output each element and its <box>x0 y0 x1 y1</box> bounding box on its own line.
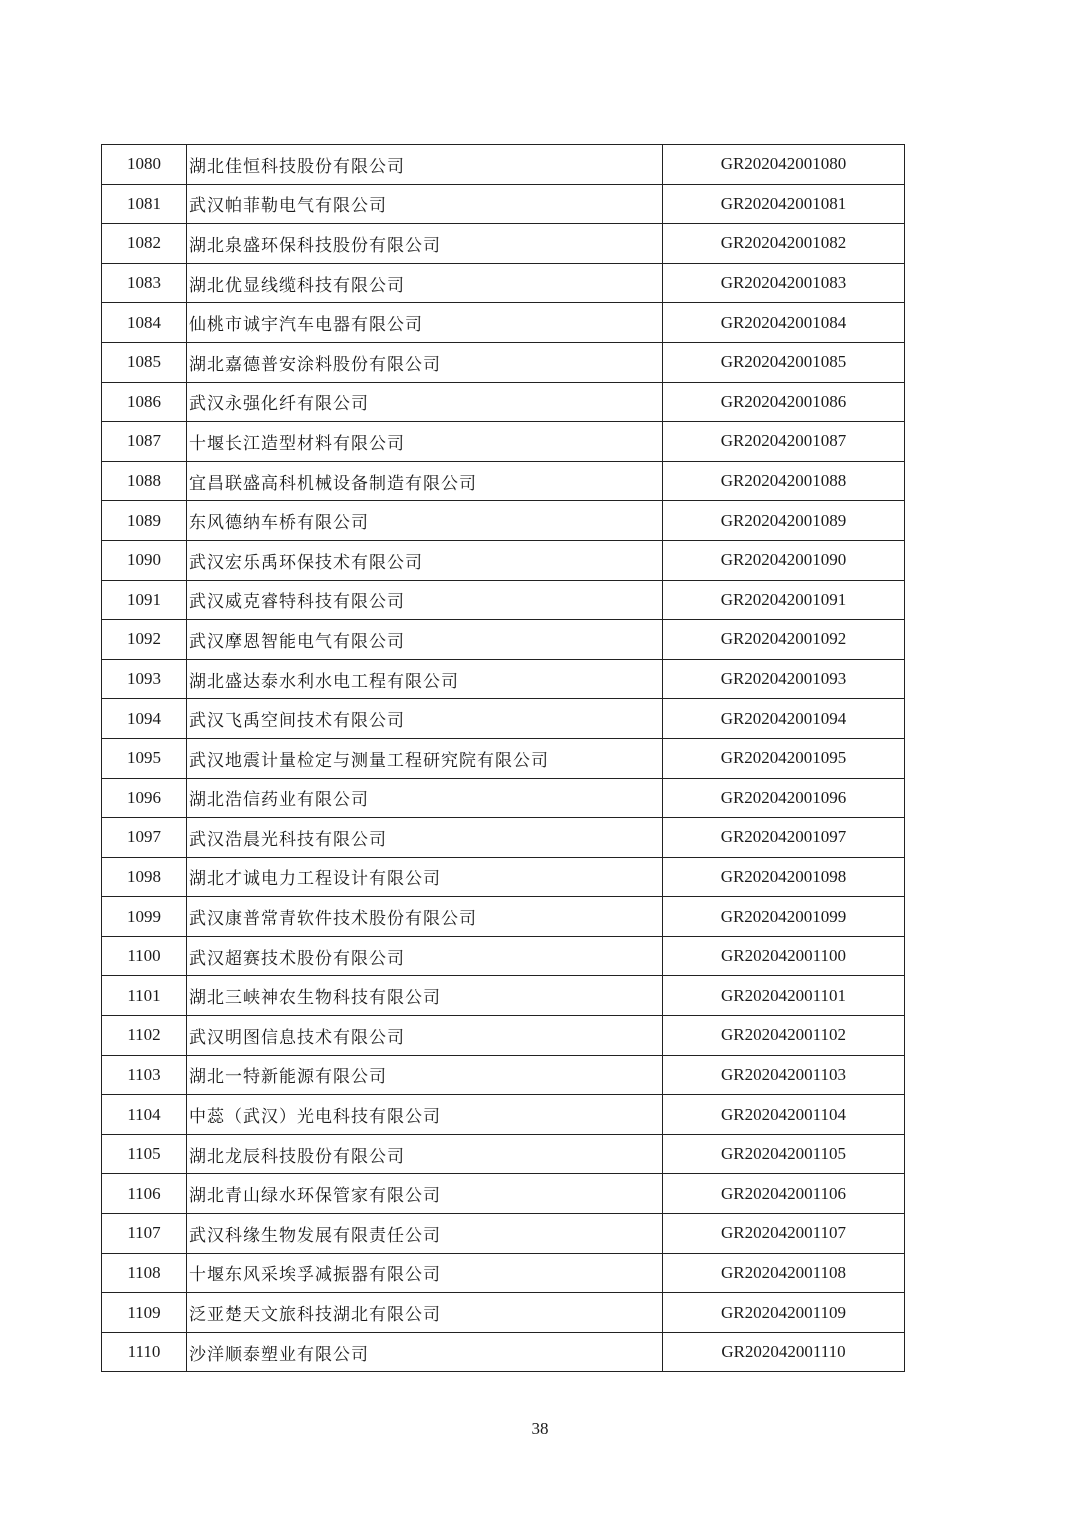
row-number: 1098 <box>102 857 187 897</box>
row-number: 1093 <box>102 659 187 699</box>
certificate-code: GR202042001110 <box>663 1332 905 1372</box>
company-name: 湖北才诚电力工程设计有限公司 <box>187 857 663 897</box>
company-name: 武汉超赛技术股份有限公司 <box>187 936 663 976</box>
company-name: 武汉摩恩智能电气有限公司 <box>187 620 663 660</box>
table-row <box>102 857 905 897</box>
certificate-code: GR202042001087 <box>663 422 905 462</box>
row-number: 1091 <box>102 580 187 620</box>
certificate-code: GR202042001107 <box>663 1214 905 1254</box>
row-number: 1084 <box>102 303 187 343</box>
company-name: 武汉康普常青软件技术股份有限公司 <box>187 897 663 937</box>
company-name: 武汉明图信息技术有限公司 <box>187 1016 663 1056</box>
row-number: 1108 <box>102 1253 187 1293</box>
table-row <box>102 620 905 660</box>
row-number: 1092 <box>102 620 187 660</box>
row-number: 1087 <box>102 422 187 462</box>
company-name: 武汉永强化纤有限公司 <box>187 382 663 422</box>
certificate-code: GR202042001090 <box>663 540 905 580</box>
company-name: 十堰长江造型材料有限公司 <box>187 422 663 462</box>
table-row <box>102 184 905 224</box>
table-row <box>102 461 905 501</box>
table-row <box>102 224 905 264</box>
certificate-code: GR202042001094 <box>663 699 905 739</box>
company-name: 武汉帕菲勒电气有限公司 <box>187 184 663 224</box>
table-row <box>102 1016 905 1056</box>
certificate-code: GR202042001080 <box>663 145 905 185</box>
row-number: 1082 <box>102 224 187 264</box>
company-name: 沙洋顺泰塑业有限公司 <box>187 1332 663 1372</box>
table-row <box>102 422 905 462</box>
company-name: 武汉浩晨光科技有限公司 <box>187 818 663 858</box>
company-name: 武汉地震计量检定与测量工程研究院有限公司 <box>187 738 663 778</box>
table-row <box>102 1293 905 1333</box>
certificate-code: GR202042001093 <box>663 659 905 699</box>
table-row <box>102 1134 905 1174</box>
company-name: 武汉宏乐禹环保技术有限公司 <box>187 540 663 580</box>
company-name: 湖北嘉德普安涂料股份有限公司 <box>187 342 663 382</box>
company-name: 湖北优显线缆科技有限公司 <box>187 263 663 303</box>
row-number: 1099 <box>102 897 187 937</box>
table-row <box>102 1095 905 1135</box>
company-name: 湖北盛达泰水利水电工程有限公司 <box>187 659 663 699</box>
table-row <box>102 263 905 303</box>
table-row <box>102 738 905 778</box>
company-name: 武汉飞禹空间技术有限公司 <box>187 699 663 739</box>
row-number: 1101 <box>102 976 187 1016</box>
certificate-code: GR202042001109 <box>663 1293 905 1333</box>
company-table-body <box>102 145 905 1372</box>
company-name: 中蕊（武汉）光电科技有限公司 <box>187 1095 663 1135</box>
table-row <box>102 818 905 858</box>
company-name: 湖北龙辰科技股份有限公司 <box>187 1134 663 1174</box>
row-number: 1085 <box>102 342 187 382</box>
certificate-code: GR202042001108 <box>663 1253 905 1293</box>
table-row <box>102 778 905 818</box>
table-row <box>102 699 905 739</box>
table-row <box>102 1253 905 1293</box>
certificate-code: GR202042001099 <box>663 897 905 937</box>
row-number: 1088 <box>102 461 187 501</box>
row-number: 1083 <box>102 263 187 303</box>
certificate-code: GR202042001089 <box>663 501 905 541</box>
row-number: 1094 <box>102 699 187 739</box>
certificate-code: GR202042001101 <box>663 976 905 1016</box>
certificate-code: GR202042001092 <box>663 620 905 660</box>
company-name: 湖北泉盛环保科技股份有限公司 <box>187 224 663 264</box>
company-name: 十堰东风采埃孚减振器有限公司 <box>187 1253 663 1293</box>
certificate-code: GR202042001100 <box>663 936 905 976</box>
table-row <box>102 382 905 422</box>
table-row <box>102 303 905 343</box>
table-row <box>102 1214 905 1254</box>
table-row <box>102 1332 905 1372</box>
row-number: 1086 <box>102 382 187 422</box>
company-name: 湖北佳恒科技股份有限公司 <box>187 145 663 185</box>
table-row <box>102 976 905 1016</box>
certificate-code: GR202042001096 <box>663 778 905 818</box>
certificate-code: GR202042001084 <box>663 303 905 343</box>
certificate-code: GR202042001103 <box>663 1055 905 1095</box>
row-number: 1110 <box>102 1332 187 1372</box>
certificate-code: GR202042001088 <box>663 461 905 501</box>
row-number: 1090 <box>102 540 187 580</box>
company-name: 湖北三峡神农生物科技有限公司 <box>187 976 663 1016</box>
row-number: 1105 <box>102 1134 187 1174</box>
certificate-code: GR202042001082 <box>663 224 905 264</box>
company-name: 湖北青山绿水环保管家有限公司 <box>187 1174 663 1214</box>
row-number: 1106 <box>102 1174 187 1214</box>
certificate-code: GR202042001102 <box>663 1016 905 1056</box>
certificate-code: GR202042001105 <box>663 1134 905 1174</box>
certificate-code: GR202042001083 <box>663 263 905 303</box>
certificate-code: GR202042001086 <box>663 382 905 422</box>
table-row <box>102 580 905 620</box>
row-number: 1109 <box>102 1293 187 1333</box>
row-number: 1080 <box>102 145 187 185</box>
row-number: 1095 <box>102 738 187 778</box>
row-number: 1081 <box>102 184 187 224</box>
table-row <box>102 897 905 937</box>
row-number: 1104 <box>102 1095 187 1135</box>
company-table-container <box>101 144 901 1372</box>
table-row <box>102 342 905 382</box>
row-number: 1089 <box>102 501 187 541</box>
company-table <box>101 144 905 1372</box>
company-name: 宜昌联盛高科机械设备制造有限公司 <box>187 461 663 501</box>
certificate-code: GR202042001106 <box>663 1174 905 1214</box>
certificate-code: GR202042001081 <box>663 184 905 224</box>
certificate-code: GR202042001091 <box>663 580 905 620</box>
row-number: 1096 <box>102 778 187 818</box>
row-number: 1103 <box>102 1055 187 1095</box>
row-number: 1100 <box>102 936 187 976</box>
table-row <box>102 659 905 699</box>
certificate-code: GR202042001085 <box>663 342 905 382</box>
company-name: 东风德纳车桥有限公司 <box>187 501 663 541</box>
page-number: 38 <box>531 1419 549 1438</box>
company-name: 湖北浩信药业有限公司 <box>187 778 663 818</box>
table-row <box>102 145 905 185</box>
company-name: 武汉威克睿特科技有限公司 <box>187 580 663 620</box>
row-number: 1102 <box>102 1016 187 1056</box>
row-number: 1097 <box>102 818 187 858</box>
certificate-code: GR202042001098 <box>663 857 905 897</box>
company-name: 武汉科缘生物发展有限责任公司 <box>187 1214 663 1254</box>
table-row <box>102 1055 905 1095</box>
certificate-code: GR202042001095 <box>663 738 905 778</box>
table-row <box>102 540 905 580</box>
certificate-code: GR202042001097 <box>663 818 905 858</box>
company-name: 湖北一特新能源有限公司 <box>187 1055 663 1095</box>
table-row <box>102 1174 905 1214</box>
company-name: 仙桃市诚宇汽车电器有限公司 <box>187 303 663 343</box>
certificate-code: GR202042001104 <box>663 1095 905 1135</box>
company-name: 泛亚楚天文旅科技湖北有限公司 <box>187 1293 663 1333</box>
row-number: 1107 <box>102 1214 187 1254</box>
table-row <box>102 936 905 976</box>
table-row <box>102 501 905 541</box>
